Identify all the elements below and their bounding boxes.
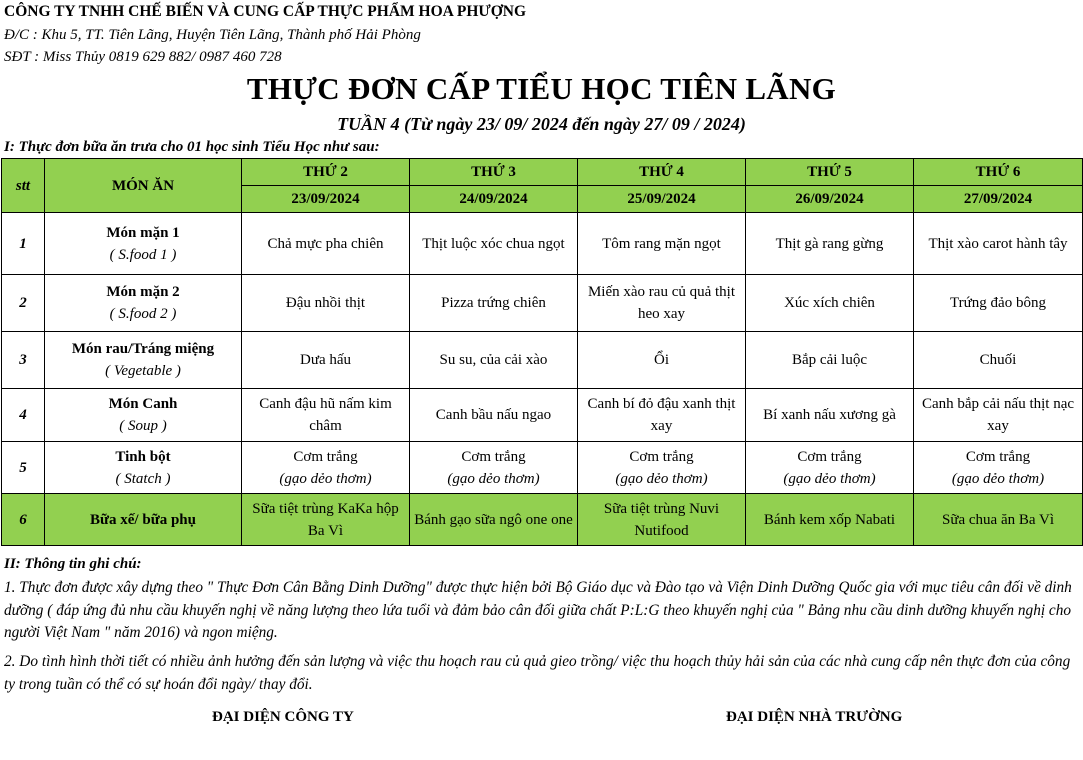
menu-cell: Ổi bbox=[578, 332, 746, 389]
dish-category bbox=[45, 389, 242, 442]
row-number: 6 bbox=[2, 494, 45, 546]
date-header: 25/09/2024 bbox=[578, 186, 746, 213]
menu-cell: Xúc xích chiên bbox=[746, 275, 914, 332]
menu-item-note: (gạo dẻo thơm) bbox=[447, 470, 540, 487]
menu-cell: Thịt gà rang gừng bbox=[746, 213, 914, 275]
row-number: 4 bbox=[2, 389, 45, 442]
menu-cell: Canh bắp cải nấu thịt nạc xay bbox=[914, 389, 1083, 442]
signature-company: ĐẠI DIỆN CÔNG TY bbox=[212, 709, 354, 725]
menu-item: Cơm trắng bbox=[629, 448, 694, 465]
page-title: THỰC ĐƠN CẤP TIỂU HỌC TIÊN LÃNG bbox=[246, 71, 837, 106]
menu-cell: Thịt xào carot hành tây bbox=[914, 213, 1083, 275]
day-header: THỨ 4 bbox=[578, 159, 746, 186]
menu-cell bbox=[578, 442, 746, 494]
table-row bbox=[2, 442, 1083, 494]
menu-cell: Bí xanh nấu xương gà bbox=[746, 389, 914, 442]
day-header: THỨ 6 bbox=[914, 159, 1083, 186]
dish-category-english: ( S.food 2 ) bbox=[109, 306, 177, 322]
menu-item: Cơm trắng bbox=[461, 448, 526, 465]
table-row-snack bbox=[2, 494, 1083, 546]
row-number: 2 bbox=[2, 275, 45, 332]
dish-category-name: Món mặn 1 bbox=[106, 224, 180, 241]
row-number: 3 bbox=[2, 332, 45, 389]
menu-cell: Đậu nhồi thịt bbox=[242, 275, 410, 332]
menu-cell: Canh bầu nấu ngao bbox=[410, 389, 578, 442]
menu-cell: Chả mực pha chiên bbox=[242, 213, 410, 275]
day-header: THỨ 3 bbox=[410, 159, 578, 186]
menu-cell: Canh bí đỏ đậu xanh thịt xay bbox=[578, 389, 746, 442]
menu-cell: Tôm rang mặn ngọt bbox=[578, 213, 746, 275]
menu-cell bbox=[746, 442, 914, 494]
menu-cell: Trứng đảo bông bbox=[914, 275, 1083, 332]
menu-cell: Bắp cải luộc bbox=[746, 332, 914, 389]
menu-cell bbox=[410, 442, 578, 494]
stt-header: stt bbox=[2, 159, 45, 213]
menu-cell: Sữa tiệt trùng KaKa hộp Ba Vì bbox=[242, 494, 410, 546]
dish-category-english: ( Soup ) bbox=[119, 418, 167, 434]
note-1: 1. Thực đơn được xây dựng theo " Thực Đơn Cân Bằng Dinh Dưỡng" được thực hiện bởi Bộ Giáo dục và Đào tạo và Viện Dinh Dưỡng Quốc gia với mục tiêu cân đối về dinh dưỡng ( đáp ứng đủ nhu cầu khuyến nghị về năng lượng theo lứa tuổi và đảm bảo cân đối giữa chất P:L:G theo khuyến nghị của " Bảng nhu cầu dinh dưỡng khuyến nghị cho người Việt Nam " năm 2016) và ngon miệng. bbox=[4, 579, 1072, 641]
day-header: THỨ 5 bbox=[746, 159, 914, 186]
dish-category bbox=[45, 213, 242, 275]
table-row bbox=[2, 332, 1083, 389]
menu-cell: Bánh kem xốp Nabati bbox=[746, 494, 914, 546]
date-header: 23/09/2024 bbox=[242, 186, 410, 213]
company-phone: SĐT : Miss Thủy 0819 629 882/ 0987 460 728 bbox=[4, 49, 282, 65]
menu-cell: Bánh gạo sữa ngô one one bbox=[410, 494, 578, 546]
menu-item-note: (gạo dẻo thơm) bbox=[951, 470, 1045, 487]
menu-cell: Chuối bbox=[914, 332, 1083, 389]
menu-cell: Canh đậu hũ nấm kim châm bbox=[242, 389, 410, 442]
menu-item-note: (gạo dẻo thơm) bbox=[783, 470, 876, 487]
day-header: THỨ 2 bbox=[242, 159, 410, 186]
company-address: Đ/C : Khu 5, TT. Tiên Lãng, Huyện Tiên Lãng, Thành phố Hải Phòng bbox=[4, 27, 421, 43]
menu-item: Cơm trắng bbox=[293, 448, 358, 465]
dish-category-english: ( Vegetable ) bbox=[105, 363, 181, 379]
row-number: 5 bbox=[2, 442, 45, 494]
menu-cell: Pizza trứng chiên bbox=[410, 275, 578, 332]
dish-category-english: ( S.food 1 ) bbox=[109, 246, 177, 263]
dish-category bbox=[45, 442, 242, 494]
menu-cell: Sữa tiệt trùng Nuvi Nutifood bbox=[578, 494, 746, 546]
menu-cell: Miến xào rau củ quả thịt heo xay bbox=[578, 275, 746, 332]
menu-item: Cơm trắng bbox=[965, 448, 1031, 465]
menu-cell: Sữa chua ăn Ba Vì bbox=[914, 494, 1083, 546]
dish-category-name: Bữa xế/ bữa phụ bbox=[45, 494, 242, 546]
week-subtitle: TUẦN 4 (Từ ngày 23/ 09/ 2024 đến ngày 27/ 09 / 2024) bbox=[337, 114, 746, 134]
menu-cell bbox=[242, 442, 410, 494]
dish-category-name: Món Canh bbox=[108, 396, 178, 412]
dish-header: MÓN ĂN bbox=[45, 159, 242, 213]
note-2: 2. Do tình hình thời tiết có nhiều ảnh hưởng đến sản lượng và việc thu hoạch rau củ quả gieo trồng/ việc thu hoạch thủy hải sản của các nhà cung cấp nên thực đơn của công ty trong tuần có thể có sự hoán đổi ngày/ thay đổi. bbox=[4, 653, 1071, 693]
table-row bbox=[2, 275, 1083, 332]
company-name: CÔNG TY TNHH CHẾ BIẾN VÀ CUNG CẤP THỰC PHẨM HOA PHƯỢNG bbox=[4, 3, 527, 20]
dish-category-name: Món mặn 2 bbox=[106, 284, 180, 300]
date-header: 27/09/2024 bbox=[914, 186, 1083, 213]
menu-cell: Su su, của cải xào bbox=[410, 332, 578, 389]
table-row bbox=[2, 389, 1083, 442]
menu-table bbox=[1, 158, 1083, 546]
menu-item: Cơm trắng bbox=[797, 448, 862, 465]
menu-cell bbox=[914, 442, 1083, 494]
signature-school: ĐẠI DIỆN NHÀ TRƯỜNG bbox=[726, 709, 903, 725]
row-number: 1 bbox=[2, 213, 45, 275]
table-row bbox=[2, 213, 1083, 275]
menu-cell: Thịt luộc xóc chua ngọt bbox=[410, 213, 578, 275]
dish-category-name: Món rau/Tráng miệng bbox=[71, 341, 215, 357]
menu-item-note: (gạo dẻo thơm) bbox=[615, 470, 708, 487]
dish-category bbox=[45, 275, 242, 332]
dish-category-name: Tinh bột bbox=[115, 448, 171, 465]
menu-cell: Dưa hấu bbox=[242, 332, 410, 389]
dish-category-english: ( Statch ) bbox=[115, 470, 171, 487]
dish-category bbox=[45, 332, 242, 389]
menu-item-note: (gạo dẻo thơm) bbox=[279, 470, 372, 487]
date-header: 26/09/2024 bbox=[746, 186, 914, 213]
date-header: 24/09/2024 bbox=[410, 186, 578, 213]
section-2-heading: II: Thông tin ghi chú: bbox=[4, 556, 142, 572]
section-1-heading: I: Thực đơn bữa ăn trưa cho 01 học sinh Tiểu Học như sau: bbox=[4, 139, 380, 155]
table-header-days bbox=[2, 159, 1083, 186]
